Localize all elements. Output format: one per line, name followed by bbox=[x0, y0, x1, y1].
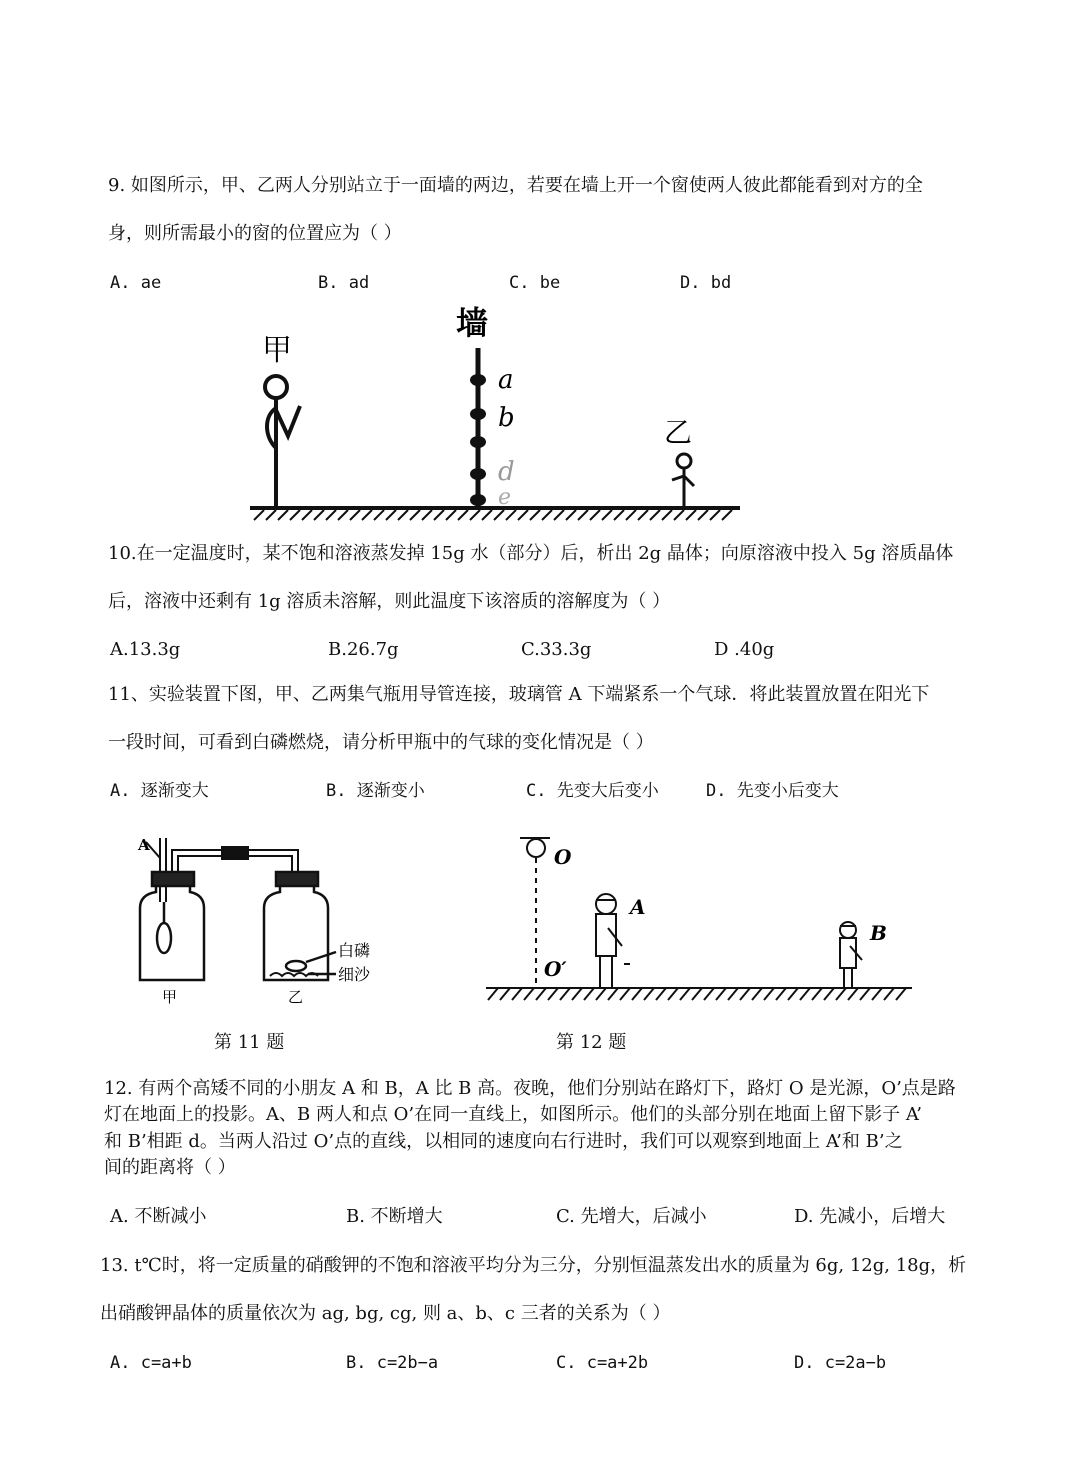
wall-label-d: d bbox=[498, 457, 515, 487]
q12-lamp-figure bbox=[480, 832, 920, 1012]
q12-text-line3: 和 B’相距 d。当两人沿过 O’点的直线，以相同的速度向右行进时，我们可以观察到地面上 A’和 B’之 bbox=[104, 1131, 903, 1152]
wall-point-b-dot bbox=[470, 408, 486, 420]
q13-option-b: B. c=2b−a bbox=[346, 1353, 439, 1373]
person-jia-figure bbox=[265, 376, 300, 506]
wall-point-e-dot bbox=[470, 494, 486, 506]
q10-option-c: C.33.3g bbox=[521, 639, 592, 660]
q13-option-c: C. c=a+2b bbox=[556, 1353, 649, 1373]
lamp-label-o: O bbox=[554, 845, 572, 869]
q10-option-a: A.13.3g bbox=[110, 639, 181, 660]
q12-option-c: C. 先增大，后减小 bbox=[556, 1206, 707, 1227]
wall-mid-dot bbox=[470, 436, 486, 448]
q12-option-a: A. 不断减小 bbox=[110, 1206, 207, 1227]
q9-option-c: C. be bbox=[509, 273, 561, 293]
q9-option-b: B. ad bbox=[318, 273, 370, 293]
lamp-label-o-prime: O′ bbox=[544, 957, 567, 981]
q12-option-d: D. 先减小，后增大 bbox=[794, 1206, 946, 1227]
q11-option-d: D. 先变小后变大 bbox=[706, 781, 839, 801]
q9-wall-figure bbox=[240, 298, 750, 528]
q10-option-d: D .40g bbox=[714, 639, 775, 660]
q9-option-d: D. bd bbox=[680, 273, 732, 293]
q11-caption: 第 11 题 bbox=[214, 1032, 285, 1053]
q11-option-b: B. 逐渐变小 bbox=[326, 781, 425, 801]
ground-hatch-12 bbox=[488, 988, 906, 1000]
ground-hatch bbox=[254, 510, 732, 520]
q11-text-line2: 一段时间，可看到白磷燃烧，请分析甲瓶中的气球的变化情况是（ ） bbox=[108, 732, 654, 753]
q12-text-line4: 间的距离将（ ） bbox=[104, 1157, 236, 1178]
bottle-jia bbox=[140, 872, 204, 980]
q11-option-c: C. 先变大后变小 bbox=[526, 781, 659, 801]
q10-text-line2: 后，溶液中还剩有 1g 溶质未溶解，则此温度下该溶质的溶解度为（ ） bbox=[108, 591, 671, 612]
q9-text-line1: 9. 如图所示，甲、乙两人分别站立于一面墙的两边，若要在墙上开一个窗使两人彼此都能看到对方的全 bbox=[108, 175, 923, 196]
wall-label-b: b bbox=[498, 403, 515, 433]
person-yi-figure bbox=[672, 454, 694, 506]
wall-label-e: e bbox=[498, 485, 512, 510]
q12-option-b: B. 不断增大 bbox=[346, 1206, 443, 1227]
child-b-label: B bbox=[870, 921, 887, 945]
q13-text-line2: 出硝酸钾晶体的质量依次为 ag, bg, cg, 则 a、b、c 三者的关系为（ ） bbox=[100, 1303, 671, 1324]
q12-text-line2: 灯在地面上的投影。A、B 两人和点 O’在同一直线上，如图所示。他们的头部分别在地面上留下影子 A’ bbox=[104, 1104, 922, 1125]
q9-option-a: A. ae bbox=[110, 273, 162, 293]
q13-text-line1: 13. t℃时，将一定质量的硝酸钾的不饱和溶液平均分为三分，分别恒温蒸发出水的质量为 6g, 12g, 18g，析 bbox=[100, 1255, 967, 1276]
q11-text-line1: 11、实验装置下图，甲、乙两集气瓶用导管连接，玻璃管 A 下端紧系一个气球．将此装置放置在阳光下 bbox=[108, 684, 930, 705]
bottle-jia-label: 甲 bbox=[162, 988, 178, 1006]
label-white-phosphorus: 白磷 bbox=[338, 941, 371, 960]
person-yi-label: 乙 bbox=[664, 416, 693, 449]
q10-option-b: B.26.7g bbox=[328, 639, 399, 660]
bottle-yi bbox=[264, 872, 336, 980]
q11-option-a: A. 逐渐变大 bbox=[110, 781, 209, 801]
q9-text-line2: 身，则所需最小的窗的位置应为（ ） bbox=[108, 223, 402, 244]
bottle-yi-label: 乙 bbox=[288, 988, 304, 1006]
label-fine-sand: 细沙 bbox=[338, 965, 371, 984]
lamp-o bbox=[527, 839, 545, 857]
wall-point-d-dot bbox=[470, 468, 486, 480]
child-a-label: A bbox=[630, 895, 646, 919]
child-a-figure bbox=[596, 894, 630, 987]
tube-a-label: A bbox=[138, 836, 150, 854]
wall-label: 墙 bbox=[456, 304, 489, 342]
child-b-figure bbox=[840, 922, 862, 987]
person-jia-label: 甲 bbox=[262, 333, 292, 368]
q13-option-a: A. c=a+b bbox=[110, 1353, 192, 1373]
q11-bottles-figure bbox=[130, 832, 390, 1012]
wall-point-a-dot bbox=[470, 374, 486, 386]
q12-text-line1: 12. 有两个高矮不同的小朋友 A 和 B，A 比 B 高。夜晚，他们分别站在路灯下，路灯 O 是光源，O’点是路 bbox=[104, 1078, 956, 1099]
q10-text-line1: 10.在一定温度时，某不饱和溶液蒸发掉 15g 水（部分）后，析出 2g 晶体；向原溶液中投入 5g 溶质晶体 bbox=[108, 543, 954, 564]
q13-option-d: D. c=2a−b bbox=[794, 1353, 887, 1373]
q12-caption: 第 12 题 bbox=[556, 1032, 627, 1053]
wall-label-a: a bbox=[498, 365, 514, 395]
